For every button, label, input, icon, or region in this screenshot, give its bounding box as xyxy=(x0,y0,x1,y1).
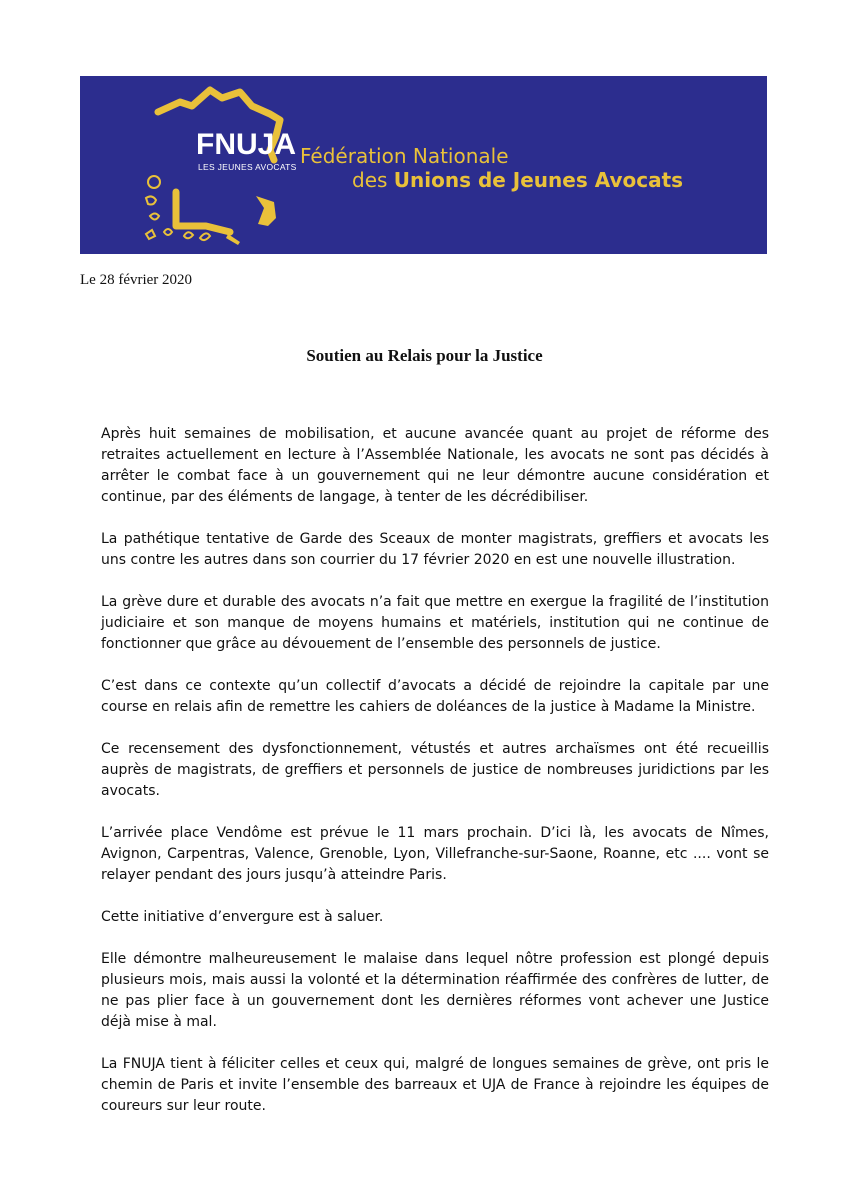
brand-tagline: LES JEUNES AVOCATS xyxy=(198,162,297,172)
body-paragraph: Après huit semaines de mobilisation, et aucune avancée quant au projet de réforme des retraites actuellement en lecture à l’Assemblée Nationale, les avocats ne sont pas décidés à arrêter le combat face à un gouvernement qui ne leur démontre aucune considération et continue, par des éléments de langage, à tenter de les décrédibiliser. xyxy=(101,426,769,505)
body-paragraph: C’est dans ce contexte qu’un collectif d’avocats a décidé de rejoindre la capitale par une course en relais afin de remettre les cahiers de doléances de la justice à Madame la Ministre. xyxy=(101,678,769,715)
body-paragraph: La pathétique tentative de Garde des Sceaux de monter magistrats, greffiers et avocats les uns contre les autres dans son courrier du 17 février 2020 en est une nouvelle illustration. xyxy=(101,531,769,568)
body-paragraph: La grève dure et durable des avocats n’a fait que mettre en exergue la fragilité de l’institution judiciaire et son manque de moyens humains et matériels, institution qui ne continue de fonctionner que grâce au dévouement de l’ensemble des personnels de justice. xyxy=(101,594,769,652)
document-title: Soutien au Relais pour la Justice xyxy=(306,346,543,365)
organization-name-line2 xyxy=(352,168,683,192)
document-date: Le 28 février 2020 xyxy=(80,272,193,288)
body-paragraph: L’arrivée place Vendôme est prévue le 11 mars prochain. D’ici là, les avocats de Nîmes, Avignon, Carpentras, Valence, Grenoble, Lyon, Villefranche-sur-Saone, Roanne, etc .... vont se relayer pendant des jours jusqu’à atteindre Paris. xyxy=(101,825,769,883)
body-paragraph: Cette initiative d’envergure est à saluer. xyxy=(101,909,384,925)
brand-name: FNUJA xyxy=(196,128,297,161)
body-paragraph: Ce recensement des dysfonctionnement, vétustés et autres archaïsmes ont été recueillis auprès de magistrats, de greffiers et personnels de justice de nombreuses juridictions par les avocats. xyxy=(101,741,769,799)
organization-name-strong: Unions de Jeunes Avocats xyxy=(393,168,684,192)
organization-name-line1: Fédération Nationale xyxy=(300,144,509,168)
body-paragraph: Elle démontre malheureusement le malaise dans lequel nôtre profession est plongé depuis plusieurs mois, mais aussi la volonté et la détermination réaffirmée des confrères de lutter, de ne pas plier face à un gouvernement dont les dernières réformes vont achever une Justice déjà mise à mal. xyxy=(101,951,769,1030)
organization-name-prefix: des xyxy=(352,168,394,192)
document-body xyxy=(101,424,769,1138)
header-banner xyxy=(80,76,767,254)
body-paragraph: La FNUJA tient à féliciter celles et ceux qui, malgré de longues semaines de grève, ont pris le chemin de Paris et invite l’ensemble des barreaux et UJA de France à rejoindre les équipes de coureurs sur leur route. xyxy=(101,1056,769,1114)
